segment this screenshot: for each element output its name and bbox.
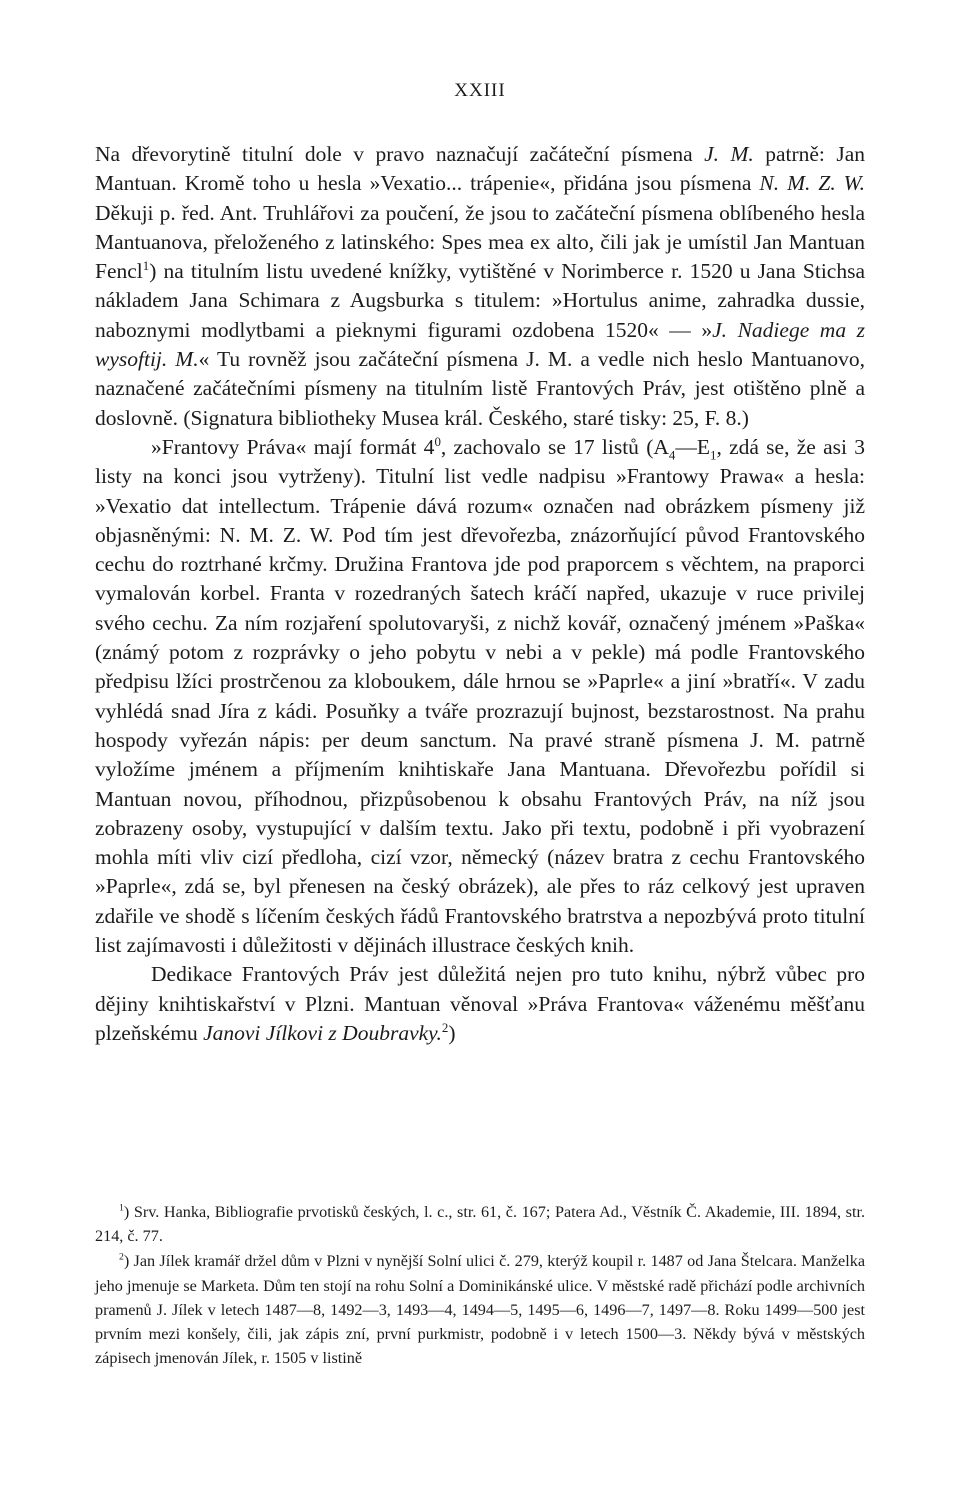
text-run: , zachovalo se 17 listů (A xyxy=(440,434,669,459)
index-mark: 1 xyxy=(709,448,717,463)
italic-text: N. M. Z. W. xyxy=(759,171,865,196)
index-mark: 0 xyxy=(434,434,441,449)
text-run: —E xyxy=(675,434,710,459)
text-run: Děkuji p. řed. Ant. Truhlářovi za poučení, že jsou to začáteční písmena oblíbeného hesla Mantuanova, přeloženého z latinského: Spes mea ex alto, čili jak je umístil Jan Mantuan Fencl xyxy=(95,200,865,284)
italic-text: J. Nadiege ma z wysoftij. M. xyxy=(95,317,866,372)
text-run: »Frantovy Práva« mají formát 4 xyxy=(151,434,435,459)
italic-text: Janovi Jílkovi z Doubravky. xyxy=(203,1020,442,1045)
text-run: Dedikace Frantových Práv jest důležitá nejen pro tuto knihu, nýbrž vůbec pro dějiny knihtiskařství v Plzni. Mantuan věnoval »Práva Frantova« váženému měšťanu plzeňskému xyxy=(95,962,865,1045)
index-mark: 2 xyxy=(119,1252,124,1264)
index-mark: 4 xyxy=(668,448,676,463)
paragraph xyxy=(95,433,865,960)
paragraph xyxy=(95,960,865,1048)
page-number: XXIII xyxy=(454,80,506,101)
footnotes xyxy=(95,1200,865,1371)
index-mark: 1 xyxy=(119,1202,124,1214)
main-text xyxy=(95,140,865,1048)
paragraph xyxy=(95,140,865,433)
text-run: ) Srv. Hanka, Bibliografie prvotisků českých, l. c., str. 61, č. 167; Patera Ad., Věstník Č. Akademie, III. 1894, str. 214, č. 77. xyxy=(95,1203,865,1246)
text-run: ) Jan Jílek kramář držel dům v Plzni v nynější Solní ulici č. 279, kterýž koupil r. 1487 od Jana Štelcara. Manželka jeho jmenuje se Marketa. Dům ten stojí na rohu Solní a Dominikánské ulice. V městské radě přichází podle archivních pramenů J. Jílek v letech 1487—8, 1492—3, 1493—4, 1494—5, 1495—6, 1496—7, 1497—8. Roku 1499—500 jest prvním mezi konšely, čili, jak zápis zní, první purkmistr, podobně i v letech 1500—3. Někdy bývá v městských zápisech jmenován Jílek, r. 1505 v listině xyxy=(95,1252,865,1368)
italic-text: J. M. xyxy=(704,142,754,166)
index-mark: 2 xyxy=(441,1020,449,1035)
index-mark: 1 xyxy=(142,259,150,274)
text-run: ) na titulním listu uvedené knížky, vytištěné v Norimberce r. 1520 u Jana Stichsa nákladem Jana Schimara z Augsburka s titulem: »Hortulus anime, zahradka dussie, naboznymi modlytbami a pieknymi figurami ozdobena 1520« — » xyxy=(95,259,865,342)
text-run: Na dřevorytině titulní dole v pravo naznačují začáteční písmena xyxy=(95,142,705,166)
text-run: , zdá se, že asi 3 listy na konci jsou vytrženy). Titulní list vedle nadpisu »Frantowy Prawa« a hesla: »Vexatio dat intellectum. Trápenie dává rozum« označen nad obrázkem písmeny již objasněnými: N. M. Z. W. Pod tím jest dřevořezba, znázorňující původ Frantovského cechu do roztrhané krčmy. Družina Frantova jde pod praporcem s věchtem, na praporci vymalován korbel. Franta v rozedraných šatech kráčí napřed, ukazuje v ruce privilej svého cechu. Za ním rozjaření spolutovaryši, z nichž kovář, označený jménem »Paška« (známý potom z rozprávky o jeho pobytu v nebi a v pekle) má podle Frantovského předpisu lžíci prostrčenou za kloboukem, dále hrnou se »Paprle« a jiní »bratří«. V zadu vyhlédá snad Jíra z kádi. Posuňky a tváře prozrazují bujnost, bezstarostnost. Na prahu hospody vyřezán nápis: per deum sanctum. Na pravé straně písmena J. M. patrně vyložíme jménem a příjmením knihtiskaře Jana Mantuana. Dřevořezbu pořídil si Mantuan novou, příhodnou, přizpůsobenou k obsahu Frantových Práv, na níž jsou zobrazeny osoby, vystupující v dalším textu. Jako při textu, podobně i při vyobrazení mohla míti vliv cizí předloha, cizí vzor, německý (název bratra z cechu Frantovského »Paprle«, zdá se, byl přenesen na český obrázek), ale přes to ráz celkový jest upraven zdařile ve shodě s líčením českých řádů Frantovského bratrstva a nepozbývá proto titulní list zajímavosti i důležitosti v dějinách illustrace českých knih. xyxy=(95,434,865,958)
footnote xyxy=(95,1200,865,1248)
text-run: patrně: Jan Mantuan. Kromě toho u hesla »Vexatio... trápenie«, přidána jsou písmena xyxy=(95,142,865,196)
text-run: ) xyxy=(448,1020,456,1045)
footnote xyxy=(95,1249,865,1370)
text-run: « Tu rovněž jsou začáteční písmena J. M. a vedle nich heslo Mantuanovo, naznačené začátečními písmeny na titulním listě Frantových Práv, jest otištěno plně a doslovně. (Signatura bibliotheky Musea král. Českého, staré tisky: 25, F. 8.) xyxy=(95,347,865,430)
